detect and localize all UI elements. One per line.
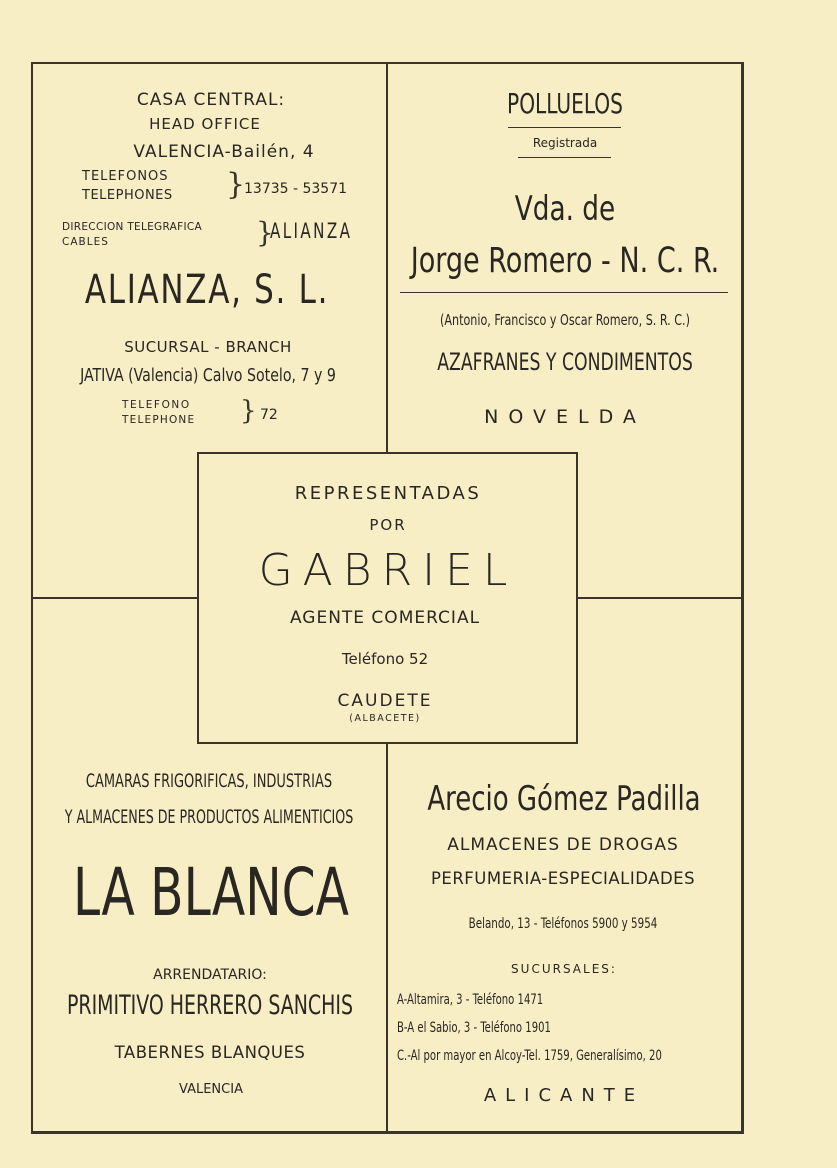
arecio-address: Belando, 13 - Teléfonos 5900 y 5954 xyxy=(468,916,658,932)
blanca-tenant: PRIMITIVO HERRERO SANCHIS xyxy=(66,990,354,1021)
arecio-branch-b: B-A el Sabio, 3 - Teléfono 1901 xyxy=(397,1020,551,1036)
gabriel-role: AGENTE COMERCIAL xyxy=(289,608,481,628)
arecio-line1: ALMACENES DE DROGAS xyxy=(447,835,679,855)
gabriel-city: CAUDETE xyxy=(337,691,433,711)
gabriel-name: GABRIEL xyxy=(258,545,518,596)
alianza-branch-address: JATIVA (Valencia) Calvo Sotelo, 7 y 9 xyxy=(80,366,336,386)
divider-top-vertical xyxy=(386,64,388,452)
arecio-sucursales: SUCURSALES: xyxy=(511,962,617,976)
alianza-company: ALIANZA, S. L. xyxy=(84,267,330,313)
divider-bottom-vertical xyxy=(386,744,388,1132)
alianza-cable-name: ALIANZA xyxy=(270,219,353,243)
brace-icon: } xyxy=(240,396,257,426)
divider-right-horizontal xyxy=(578,597,741,599)
gabriel-line1: REPRESENTADAS xyxy=(294,483,482,504)
romero-rule-name xyxy=(400,292,728,293)
alianza-sucursal: SUCURSAL - BRANCH xyxy=(124,338,292,356)
alianza-direccion-label: DIRECCION TELEGRAFICA xyxy=(62,221,203,233)
romero-line2: Jorge Romero - N. C. R. xyxy=(410,241,720,281)
arecio-branch-c: C.-Al por mayor en Alcoy-Tel. 1759, Generalísimo, 20 xyxy=(397,1048,662,1064)
arecio-line2: PERFUMERIA-ESPECIALIDADES xyxy=(430,869,696,888)
alianza-telephone-label: TELEPHONE xyxy=(122,414,196,426)
romero-rule-top xyxy=(508,127,621,128)
gabriel-line2: POR xyxy=(369,516,407,534)
romero-city: NOVELDA xyxy=(484,406,646,428)
gabriel-phone: Teléfono 52 xyxy=(341,650,429,668)
blanca-place: TABERNES BLANQUES xyxy=(114,1043,306,1062)
arecio-city: ALICANTE xyxy=(483,1085,645,1106)
alianza-phone-numbers: 13735 - 53571 xyxy=(244,181,348,197)
blanca-arrendatario: ARRENDATARIO: xyxy=(153,967,267,983)
blanca-line2: Y ALMACENES DE PRODUCTOS ALIMENTICIOS xyxy=(64,806,354,828)
alianza-telefonos-label: TELEFONOS xyxy=(82,169,169,184)
romero-brand: POLLUELOS xyxy=(507,87,623,120)
arecio-name: Arecio Gómez Padilla xyxy=(427,779,701,819)
alianza-telephones-label: TELEPHONES xyxy=(82,188,173,203)
romero-rule-bottom xyxy=(518,157,611,158)
blanca-city: VALENCIA xyxy=(179,1082,243,1097)
brace-icon: } xyxy=(256,216,274,249)
alianza-cables-label: CABLES xyxy=(62,236,109,248)
blanca-line1: CAMARAS FRIGORIFICAS, INDUSTRIAS xyxy=(85,770,333,792)
romero-products: AZAFRANES Y CONDIMENTOS xyxy=(437,348,693,376)
gabriel-province: (ALBACETE) xyxy=(349,713,421,724)
alianza-telefono-label: TELEFONO xyxy=(122,399,191,411)
divider-left-horizontal xyxy=(33,597,197,599)
alianza-address: VALENCIA-Bailén, 4 xyxy=(133,142,315,162)
brace-icon: } xyxy=(226,167,246,202)
alianza-casa-central: CASA CENTRAL: xyxy=(136,90,286,110)
arecio-branch-a: A-Altamira, 3 - Teléfono 1471 xyxy=(397,992,544,1008)
romero-partners: (Antonio, Francisco y Oscar Romero, S. R. C.) xyxy=(440,311,690,329)
blanca-name: LA BLANCA xyxy=(73,854,349,931)
romero-registered: Registrada xyxy=(532,136,598,150)
alianza-head-office: HEAD OFFICE xyxy=(149,115,261,133)
romero-line1: Vda. de xyxy=(514,189,616,229)
alianza-branch-phone: 72 xyxy=(260,407,278,423)
